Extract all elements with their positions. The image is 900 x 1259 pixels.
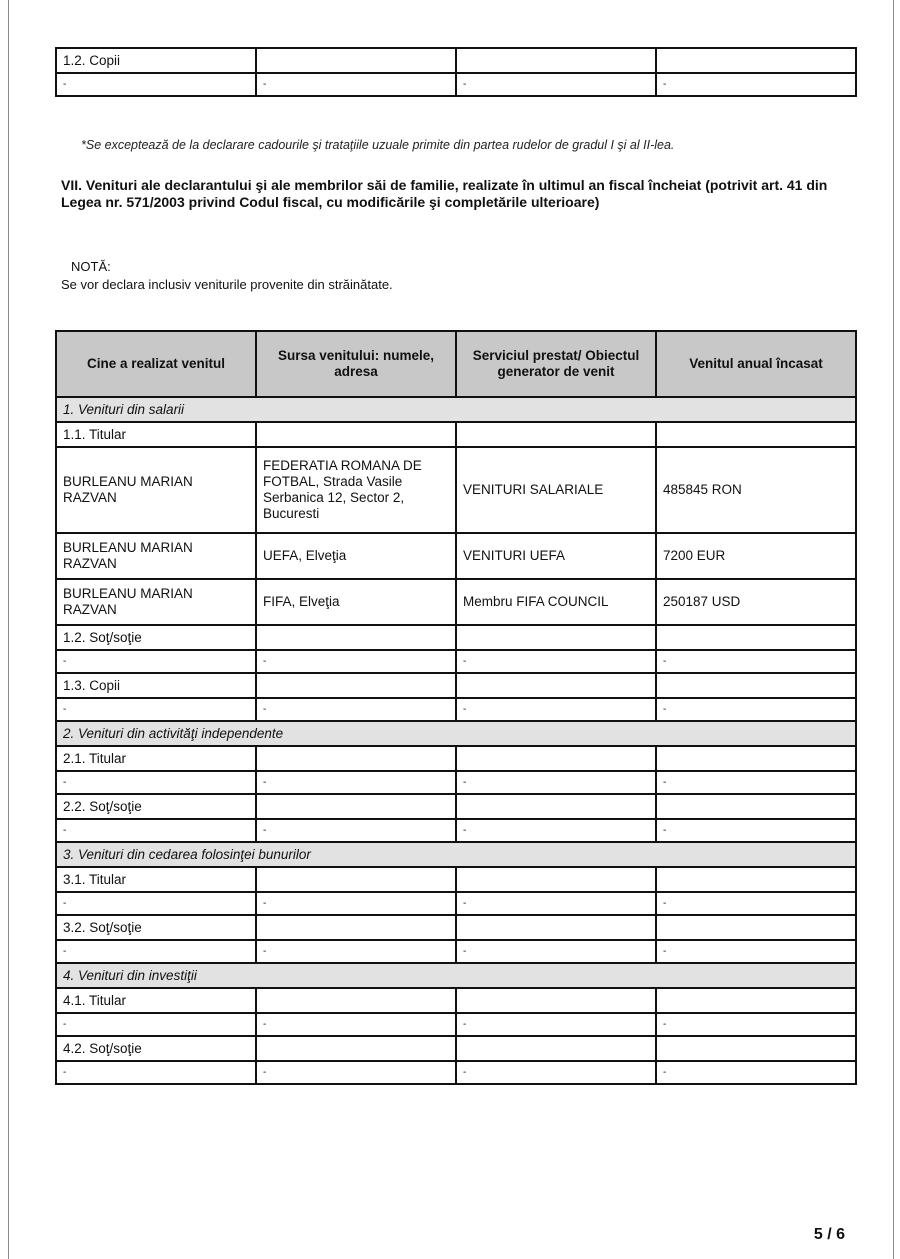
table-cell: - bbox=[56, 1061, 256, 1084]
table-cell: 1.2. Copii bbox=[56, 48, 256, 73]
table-cell bbox=[656, 625, 856, 650]
table-cell bbox=[456, 794, 656, 819]
nota-text: Se vor declara inclusiv veniturile provenite din străinătate. bbox=[61, 277, 393, 292]
table-row bbox=[56, 915, 856, 940]
table-cell: - bbox=[256, 940, 456, 963]
table-cell: 4.2. Soţ/soţie bbox=[56, 1036, 256, 1061]
table-header-row bbox=[56, 331, 856, 397]
table-cell: - bbox=[456, 698, 656, 721]
table-cell bbox=[456, 867, 656, 892]
table-row bbox=[56, 1061, 856, 1084]
table-cell: - bbox=[56, 1013, 256, 1036]
table-cell bbox=[256, 422, 456, 447]
table-row bbox=[56, 698, 856, 721]
table-cell: - bbox=[656, 1013, 856, 1036]
table-cell bbox=[656, 915, 856, 940]
table-cell: 3.2. Soţ/soţie bbox=[56, 915, 256, 940]
table-row bbox=[56, 48, 856, 73]
table-cell bbox=[456, 988, 656, 1013]
table-cell: 2.1. Titular bbox=[56, 746, 256, 771]
table-cell: - bbox=[656, 892, 856, 915]
table-cell: - bbox=[456, 771, 656, 794]
section-row bbox=[56, 721, 856, 746]
table-row bbox=[56, 940, 856, 963]
table-cell bbox=[256, 988, 456, 1013]
table-cell bbox=[656, 794, 856, 819]
table-cell bbox=[256, 1036, 456, 1061]
table-row bbox=[56, 650, 856, 673]
table-cell: 1.3. Copii bbox=[56, 673, 256, 698]
table-cell: 1.2. Soţ/soţie bbox=[56, 625, 256, 650]
section-row bbox=[56, 397, 856, 422]
table-cell: - bbox=[256, 698, 456, 721]
table-cell bbox=[656, 746, 856, 771]
section-label: 3. Venituri din cedarea folosinţei bunurilor bbox=[56, 842, 856, 867]
nota-label: NOTĂ: bbox=[71, 259, 111, 274]
document-page bbox=[8, 0, 894, 1259]
table-cell: - bbox=[456, 1061, 656, 1084]
table-row bbox=[56, 625, 856, 650]
table-cell bbox=[456, 746, 656, 771]
table-cell bbox=[656, 1036, 856, 1061]
table-cell bbox=[456, 48, 656, 73]
table-cell bbox=[656, 867, 856, 892]
column-header: Venitul anual încasat bbox=[656, 331, 856, 397]
table-cell: - bbox=[656, 819, 856, 842]
table-cell bbox=[656, 988, 856, 1013]
table-cell: - bbox=[456, 73, 656, 96]
table-cell bbox=[456, 673, 656, 698]
table-row bbox=[56, 422, 856, 447]
table-cell: - bbox=[56, 892, 256, 915]
table-cell bbox=[256, 625, 456, 650]
table-cell: - bbox=[56, 771, 256, 794]
section-heading: VII. Venituri ale declarantului şi ale membrilor săi de familie, realizate în ultimul an fiscal încheiat (potrivit art. 41 din Legea nr. 571/2003 privind Codul fiscal, cu modificările şi completările ulterioare) bbox=[61, 177, 828, 210]
table-row bbox=[56, 867, 856, 892]
table-row bbox=[56, 988, 856, 1013]
table-cell: 1.1. Titular bbox=[56, 422, 256, 447]
table-cell: FEDERATIA ROMANA DE FOTBAL, Strada Vasile Serbanica 12, Sector 2, Bucuresti bbox=[256, 447, 456, 533]
table-row bbox=[56, 892, 856, 915]
table-cell: - bbox=[656, 1061, 856, 1084]
table-cell: - bbox=[656, 73, 856, 96]
table-cell: - bbox=[456, 1013, 656, 1036]
table-cell: - bbox=[656, 771, 856, 794]
income-table bbox=[55, 330, 857, 1085]
children-gifts-table bbox=[55, 47, 857, 97]
table-cell: - bbox=[56, 698, 256, 721]
table-cell: 250187 USD bbox=[656, 579, 856, 625]
table-cell: BURLEANU MARIAN RAZVAN bbox=[56, 533, 256, 579]
table-cell: VENITURI UEFA bbox=[456, 533, 656, 579]
table-row bbox=[56, 746, 856, 771]
table-cell bbox=[456, 422, 656, 447]
table-row bbox=[56, 794, 856, 819]
table-cell: 4.1. Titular bbox=[56, 988, 256, 1013]
table-cell: BURLEANU MARIAN RAZVAN bbox=[56, 579, 256, 625]
footnote: *Se exceptează de la declarare cadourile şi trataţiile uzuale primite din partea rudelor de gradul I şi al II-lea. bbox=[81, 138, 675, 152]
table-row bbox=[56, 771, 856, 794]
table-cell bbox=[256, 867, 456, 892]
table-row bbox=[56, 447, 856, 533]
table-cell: - bbox=[456, 892, 656, 915]
table-cell bbox=[256, 48, 456, 73]
column-header: Serviciul prestat/ Obiectul generator de venit bbox=[456, 331, 656, 397]
table-cell: - bbox=[256, 73, 456, 96]
table-cell bbox=[256, 673, 456, 698]
table-cell: 7200 EUR bbox=[656, 533, 856, 579]
table-cell bbox=[256, 915, 456, 940]
table-cell bbox=[456, 625, 656, 650]
table-cell: - bbox=[256, 819, 456, 842]
table-cell: 2.2. Soţ/soţie bbox=[56, 794, 256, 819]
section-row bbox=[56, 963, 856, 988]
section-label: 1. Venituri din salarii bbox=[56, 397, 856, 422]
table-row bbox=[56, 533, 856, 579]
table-cell bbox=[656, 673, 856, 698]
table-cell bbox=[656, 422, 856, 447]
table-row bbox=[56, 1013, 856, 1036]
table-cell bbox=[456, 915, 656, 940]
table-cell: - bbox=[256, 1061, 456, 1084]
table-row bbox=[56, 673, 856, 698]
table-cell: - bbox=[456, 940, 656, 963]
table-cell: - bbox=[256, 771, 456, 794]
table-cell: BURLEANU MARIAN RAZVAN bbox=[56, 447, 256, 533]
table-cell: Membru FIFA COUNCIL bbox=[456, 579, 656, 625]
table-row bbox=[56, 819, 856, 842]
table-cell bbox=[256, 794, 456, 819]
table-row bbox=[56, 1036, 856, 1061]
section-label: 4. Venituri din investiţii bbox=[56, 963, 856, 988]
table-cell bbox=[656, 48, 856, 73]
table-cell: - bbox=[56, 650, 256, 673]
table-cell: - bbox=[256, 1013, 456, 1036]
table-cell: - bbox=[256, 650, 456, 673]
table-cell: - bbox=[456, 650, 656, 673]
section-label: 2. Venituri din activităţi independente bbox=[56, 721, 856, 746]
table-cell: FIFA, Elveţia bbox=[256, 579, 456, 625]
table-cell: - bbox=[656, 650, 856, 673]
column-header: Cine a realizat venitul bbox=[56, 331, 256, 397]
section-row bbox=[56, 842, 856, 867]
table-cell: - bbox=[256, 892, 456, 915]
table-cell: UEFA, Elveţia bbox=[256, 533, 456, 579]
table-cell: - bbox=[656, 698, 856, 721]
column-header: Sursa venitului: numele, adresa bbox=[256, 331, 456, 397]
table-row bbox=[56, 579, 856, 625]
table-cell: - bbox=[56, 73, 256, 96]
table-cell: VENITURI SALARIALE bbox=[456, 447, 656, 533]
table-row bbox=[56, 73, 856, 96]
table-cell: 3.1. Titular bbox=[56, 867, 256, 892]
table-cell bbox=[256, 746, 456, 771]
table-cell: - bbox=[456, 819, 656, 842]
table-cell: 485845 RON bbox=[656, 447, 856, 533]
table-cell: - bbox=[56, 940, 256, 963]
table-cell: - bbox=[56, 819, 256, 842]
table-cell: - bbox=[656, 940, 856, 963]
page-number: 5 / 6 bbox=[813, 1226, 845, 1243]
table-cell bbox=[456, 1036, 656, 1061]
